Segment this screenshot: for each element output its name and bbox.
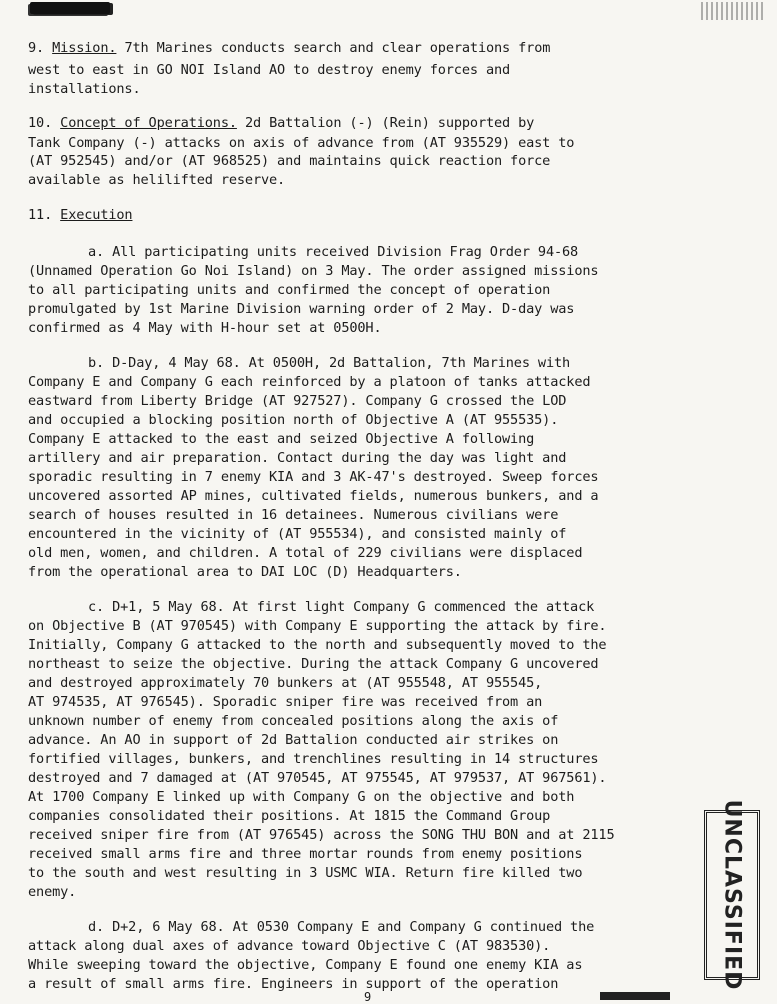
- body-line: to the south and west resulting in 3 USMC WIA. Return fire killed two: [28, 865, 583, 881]
- body-line: northeast to seize the objective. During the attack Company G uncovered: [28, 656, 599, 672]
- corner-handwritten-annotation: [701, 2, 763, 20]
- body-line: While sweeping toward the objective, Company E found one enemy KIA as: [28, 957, 583, 973]
- body-line: old men, women, and children. A total of 229 civilians were displaced: [28, 545, 583, 561]
- body-line: sporadic resulting in 7 enemy KIA and 3 AK-47's destroyed. Sweep forces: [28, 469, 599, 485]
- body-line: search of houses resulted in 16 detainees. Numerous civilians were: [28, 507, 559, 523]
- body-line: on Objective B (AT 970545) with Company E supporting the attack by fire.: [28, 618, 607, 634]
- body-line: At 1700 Company E linked up with Company G on the objective and both: [28, 789, 575, 805]
- body-line: uncovered assorted AP mines, cultivated fields, numerous bunkers, and a: [28, 488, 599, 504]
- body-line: received small arms fire and three mortar rounds from enemy positions: [28, 846, 583, 862]
- para-9-line-2: west to east in GO NOI Island AO to destroy enemy forces and: [28, 62, 511, 78]
- redacted-header-marking: [30, 2, 110, 14]
- redacted-footer-marking: [600, 992, 670, 1000]
- body-line: fortified villages, bunkers, and trenchlines resulting in 14 structures: [28, 751, 599, 767]
- body-line: attack along dual axes of advance toward Objective C (AT 983530).: [28, 938, 551, 954]
- body-line: (Unnamed Operation Go Noi Island) on 3 May. The order assigned missions: [28, 263, 599, 279]
- body-line: AT 974535, AT 976545). Sporadic sniper fire was received from an: [28, 694, 543, 710]
- body-line: from the operational area to DAI LOC (D) Headquarters.: [28, 564, 462, 580]
- para-10-line-2: Tank Company (-) attacks on axis of advance from (AT 935529) east to: [28, 135, 575, 151]
- body-line: Company E and Company G each reinforced by a platoon of tanks attacked: [28, 374, 591, 390]
- body-line: b. D-Day, 4 May 68. At 0500H, 2d Battalion, 7th Marines with: [88, 355, 571, 371]
- para-9-line-1: 9. Mission. 7th Marines conducts search and clear operations from: [28, 40, 551, 56]
- body-line: confirmed as 4 May with H-hour set at 0500H.: [28, 320, 382, 336]
- page-number: 9: [364, 990, 372, 1004]
- para-9-line-3: installations.: [28, 81, 141, 97]
- body-line: eastward from Liberty Bridge (AT 927527). Company G crossed the LOD: [28, 393, 567, 409]
- body-line: artillery and air preparation. Contact during the day was light and: [28, 450, 567, 466]
- body-line: encountered in the vicinity of (AT 955534), and consisted mainly of: [28, 526, 567, 542]
- body-line: destroyed and 7 damaged at (AT 970545, AT 975545, AT 979537, AT 967561).: [28, 770, 607, 786]
- para-11-title: Execution: [60, 207, 133, 223]
- body-line: enemy.: [28, 884, 77, 900]
- para-10-title: Concept of Operations.: [60, 115, 237, 131]
- body-line: unknown number of enemy from concealed positions along the axis of: [28, 713, 559, 729]
- body-line: advance. An AO in support of 2d Battalion conducted air strikes on: [28, 732, 559, 748]
- body-line: Company E attacked to the east and seized Objective A following: [28, 431, 535, 447]
- para-10-line-4: available as helilifted reserve.: [28, 172, 286, 188]
- body-line: a. All participating units received Division Frag Order 94-68: [88, 244, 579, 260]
- body-line: received sniper fire from (AT 976545) across the SONG THU BON and at 2115: [28, 827, 615, 843]
- body-line: companies consolidated their positions. At 1815 the Command Group: [28, 808, 551, 824]
- body-line: to all participating units and confirmed the concept of operation: [28, 282, 551, 298]
- para-11-heading: 11. Execution: [28, 207, 133, 223]
- body-line: d. D+2, 6 May 68. At 0530 Company E and Company G continued the: [88, 919, 595, 935]
- classification-stamp: [704, 799, 760, 991]
- classification-stamp-text: UNCLASSIFIED: [719, 799, 745, 991]
- para-9-title: Mission.: [52, 40, 117, 56]
- para-10-line-1: 10. Concept of Operations. 2d Battalion (-) (Rein) supported by: [28, 115, 535, 131]
- body-line: Initially, Company G attacked to the north and subsequently moved to the: [28, 637, 607, 653]
- body-line: and destroyed approximately 70 bunkers at (AT 955548, AT 955545,: [28, 675, 543, 691]
- body-line: c. D+1, 5 May 68. At first light Company G commenced the attack: [88, 599, 595, 615]
- body-line: and occupied a blocking position north of Objective A (AT 955535).: [28, 412, 559, 428]
- body-line: a result of small arms fire. Engineers in support of the operation: [28, 976, 559, 992]
- para-10-line-3: (AT 952545) and/or (AT 968525) and maintains quick reaction force: [28, 153, 551, 169]
- body-line: promulgated by 1st Marine Division warning order of 2 May. D-day was: [28, 301, 575, 317]
